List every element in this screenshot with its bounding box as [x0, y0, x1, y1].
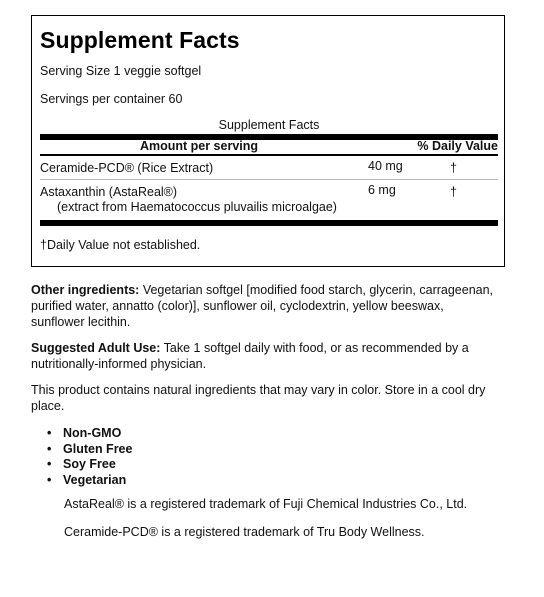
storage-notice-text: place.: [31, 399, 65, 413]
ingredient-daily-value: †: [450, 161, 457, 175]
table-caption: Supplement Facts: [218, 118, 320, 132]
ingredient-amount: 6 mg: [368, 183, 396, 197]
trademark-notice: AstaReal® is a registered trademark of Fuji Chemical Industries Co., Ltd.: [64, 497, 468, 511]
ingredient-name: Astaxanthin (AstaReal®): [40, 185, 178, 199]
daily-value-footnote: †Daily Value not established.: [40, 238, 201, 252]
list-item: [45, 426, 132, 442]
other-ingredients: [31, 282, 501, 330]
suggested-use-text: nutritionally-informed physician.: [31, 357, 207, 371]
bullet-icon: •: [47, 426, 52, 440]
ingredient-amount: 40 mg: [368, 159, 403, 173]
suggested-use-label: Suggested Adult Use:: [31, 341, 161, 355]
other-ingredients-text: sunflower lecithin.: [31, 315, 131, 329]
other-ingredients-text: Vegetarian softgel [modified food starch, glycerin, carrageenan,: [139, 283, 494, 297]
header-amount-per-serving: Amount per serving: [139, 139, 259, 153]
claim-label: Non-GMO: [63, 426, 122, 440]
list-item: [45, 442, 132, 458]
row-divider: [40, 179, 498, 180]
suggested-use-text: Take 1 softgel daily with food, or as recommended by a: [160, 341, 469, 355]
list-item: [45, 473, 132, 489]
storage-notice: [31, 382, 501, 414]
claim-label: Vegetarian: [63, 472, 127, 487]
servings-per-container: Servings per container 60: [40, 92, 183, 106]
list-item: [45, 457, 132, 473]
bullet-icon: •: [47, 472, 52, 487]
panel-title: Supplement Facts: [40, 27, 240, 53]
ingredient-subtext: (extract from Haematococcus pluvailis microalgae): [57, 200, 337, 214]
ingredient-daily-value: †: [450, 185, 457, 199]
suggested-use: [31, 340, 501, 372]
bullet-icon: •: [47, 457, 52, 471]
other-ingredients-text: purified water, annatto (color)], sunflower oil, cyclodextrin, yellow beeswax,: [31, 299, 444, 313]
other-ingredients-label: Other ingredients:: [31, 283, 140, 297]
claims-list: [45, 426, 132, 488]
supplement-facts-panel: [31, 15, 505, 267]
header-daily-value: % Daily Value: [417, 139, 498, 153]
claim-label: Soy Free: [63, 457, 116, 471]
bullet-icon: •: [47, 441, 52, 456]
header-divider: [40, 154, 498, 156]
claim-label: Gluten Free: [63, 441, 133, 456]
storage-notice-text: This product contains natural ingredients that may vary in color. Store in a cool dry: [31, 383, 486, 397]
serving-size: Serving Size 1 veggie softgel: [40, 64, 202, 78]
ingredient-name: Ceramide-PCD® (Rice Extract): [40, 161, 214, 175]
trademark-notice: Ceramide-PCD® is a registered trademark of Tru Body Wellness.: [64, 525, 425, 539]
thick-divider: [40, 220, 498, 226]
